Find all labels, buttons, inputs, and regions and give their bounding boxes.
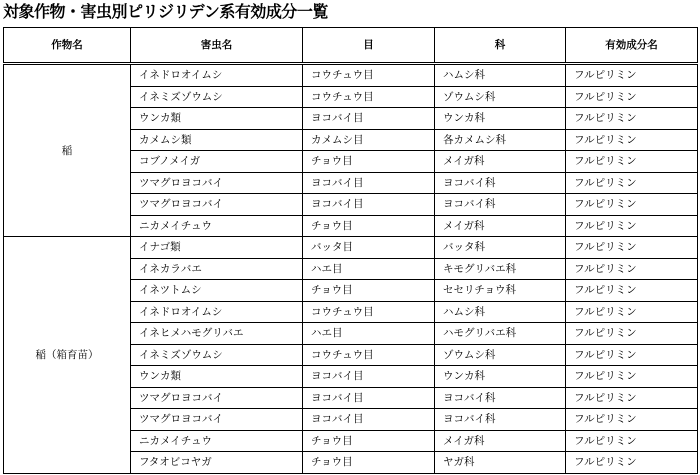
ingredient-cell: フルピリミン [566,86,698,108]
pest-cell: カメムシ類 [131,129,303,151]
ingredient-cell: フルピリミン [566,194,698,216]
pest-cell: ツマグロヨコバイ [131,172,303,194]
pest-cell: フタオビコヤガ [131,452,303,474]
table-header-row [4,28,698,64]
family-cell: バッタ科 [435,237,566,259]
order-cell: チョウ目 [303,151,435,173]
ingredient-cell: フルピリミン [566,452,698,474]
pest-cell: ツマグロヨコバイ [131,409,303,431]
pest-cell: イネドロオイムシ [131,64,303,87]
ingredient-cell: フルピリミン [566,258,698,280]
family-cell: ウンカ科 [435,108,566,130]
header-ingredient: 有効成分名 [566,28,698,64]
family-cell: ヨコバイ科 [435,409,566,431]
family-cell: ヤガ科 [435,452,566,474]
family-cell: 各カメムシ科 [435,129,566,151]
ingredient-cell: フルピリミン [566,387,698,409]
order-cell: チョウ目 [303,430,435,452]
order-cell: コウチュウ目 [303,301,435,323]
pest-cell: イネヒメハモグリバエ [131,323,303,345]
table-row [4,64,698,87]
header-pest: 害虫名 [131,28,303,64]
header-order: 目 [303,28,435,64]
family-cell: ヨコバイ科 [435,172,566,194]
pest-cell: イネミズゾウムシ [131,86,303,108]
order-cell: チョウ目 [303,280,435,302]
header-crop: 作物名 [4,28,131,64]
order-cell: ヨコバイ目 [303,387,435,409]
pest-cell: ウンカ類 [131,366,303,388]
ingredient-cell: フルピリミン [566,215,698,237]
ingredient-cell: フルピリミン [566,430,698,452]
crop-cell: 稲（箱育苗） [4,237,131,474]
order-cell: チョウ目 [303,452,435,474]
order-cell: コウチュウ目 [303,64,435,87]
ingredient-cell: フルピリミン [566,64,698,87]
pest-cell: イナゴ類 [131,237,303,259]
header-family: 科 [435,28,566,64]
family-cell: メイガ科 [435,215,566,237]
pest-cell: イネツトムシ [131,280,303,302]
ingredient-cell: フルピリミン [566,129,698,151]
ingredient-cell: フルピリミン [566,344,698,366]
ingredient-cell: フルピリミン [566,409,698,431]
order-cell: チョウ目 [303,215,435,237]
pest-cell: コブノメイガ [131,151,303,173]
pest-cell: イネドロオイムシ [131,301,303,323]
crop-pest-table [3,27,698,474]
ingredient-cell: フルピリミン [566,237,698,259]
pest-cell: イネカラバエ [131,258,303,280]
table-row [4,237,698,259]
ingredient-cell: フルピリミン [566,366,698,388]
family-cell: ヨコバイ科 [435,387,566,409]
pest-cell: ニカメイチュウ [131,430,303,452]
order-cell: コウチュウ目 [303,344,435,366]
page-title: 対象作物・害虫別ピリジリデン系有効成分一覧 [3,2,328,21]
order-cell: ヨコバイ目 [303,194,435,216]
ingredient-cell: フルピリミン [566,323,698,345]
order-cell: ヨコバイ目 [303,409,435,431]
order-cell: コウチュウ目 [303,86,435,108]
family-cell: ハモグリバエ科 [435,323,566,345]
ingredient-cell: フルピリミン [566,151,698,173]
family-cell: ヨコバイ科 [435,194,566,216]
order-cell: ヨコバイ目 [303,366,435,388]
ingredient-cell: フルピリミン [566,108,698,130]
ingredient-cell: フルピリミン [566,172,698,194]
pest-cell: ウンカ類 [131,108,303,130]
order-cell: ヨコバイ目 [303,172,435,194]
family-cell: キモグリバエ科 [435,258,566,280]
table-body [4,64,698,474]
pest-cell: ツマグロヨコバイ [131,194,303,216]
pest-cell: イネミズゾウムシ [131,344,303,366]
family-cell: ハムシ科 [435,301,566,323]
order-cell: ヨコバイ目 [303,108,435,130]
family-cell: ゾウムシ科 [435,344,566,366]
ingredient-cell: フルピリミン [566,280,698,302]
family-cell: メイガ科 [435,430,566,452]
family-cell: メイガ科 [435,151,566,173]
order-cell: バッタ目 [303,237,435,259]
family-cell: セセリチョウ科 [435,280,566,302]
order-cell: ハエ目 [303,258,435,280]
family-cell: ゾウムシ科 [435,86,566,108]
family-cell: ウンカ科 [435,366,566,388]
order-cell: カメムシ目 [303,129,435,151]
order-cell: ハエ目 [303,323,435,345]
family-cell: ハムシ科 [435,64,566,87]
pest-cell: ツマグロヨコバイ [131,387,303,409]
crop-cell: 稲 [4,64,131,237]
ingredient-cell: フルピリミン [566,301,698,323]
pest-cell: ニカメイチュウ [131,215,303,237]
